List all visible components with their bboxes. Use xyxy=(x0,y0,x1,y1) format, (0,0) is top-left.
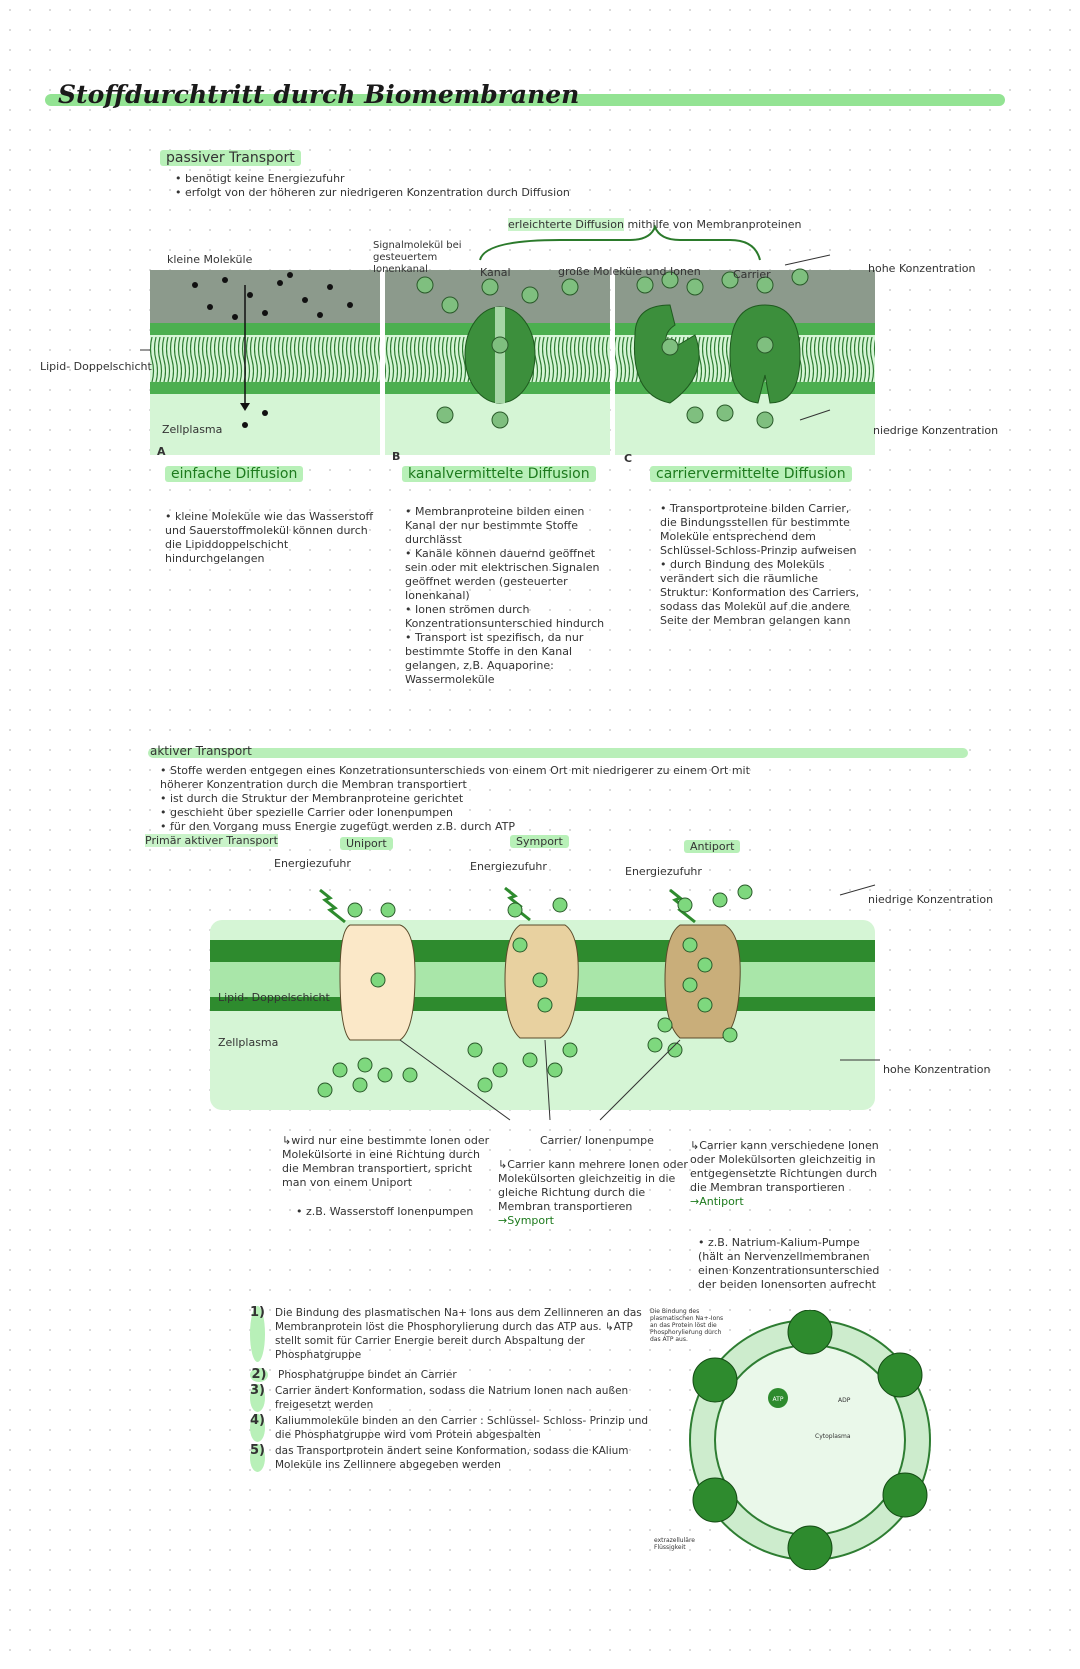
channel-protein xyxy=(465,307,535,403)
energy-arrow-1 xyxy=(320,890,345,922)
facilitated-heading: erleichterte Diffusion mithilfe von Membranproteinen xyxy=(508,218,802,231)
adp-label: ADP xyxy=(838,1397,851,1404)
label-c: C xyxy=(624,452,633,465)
passive-bullet-2: • erfolgt von der höheren zur niedrigeren Konzentration durch Diffusion xyxy=(175,186,570,199)
extra-label: extrazelluläre Flüssigkeit xyxy=(654,1537,695,1551)
primary-label: Primär aktiver Transport xyxy=(145,834,278,847)
symport-note xyxy=(498,1158,688,1228)
label-signalmolekuel: Signalmolekül bei gesteuertem Ionenkanal xyxy=(373,240,462,275)
energy-1: Energiezufuhr xyxy=(274,857,351,870)
active-bullet-2: • ist durch die Struktur der Membranproteine gerichtet xyxy=(160,792,464,805)
antiport-label: Antiport xyxy=(684,840,740,854)
note-b-2: • Kanäle können dauernd geöffnet sein oder mit elektrischen Signalen geöffnet werden (gesteuerter Ionenkanal) xyxy=(405,547,600,602)
label-grosse-molekuele: große Moleküle und Ionen xyxy=(558,265,701,278)
cyto-label: Cytoplasma xyxy=(815,1433,851,1440)
label-niedrige-konz: niedrige Konzentration xyxy=(873,424,999,437)
facilitated-brace xyxy=(480,227,760,260)
energy-2: Energiezufuhr xyxy=(470,860,547,873)
antiport-note xyxy=(690,1139,880,1209)
antiport-protein xyxy=(665,925,740,1038)
step-5: 5) das Transportprotein ändert seine Konformation, sodass die KAlium Moleküle ins Zellinnere abgegeben werden xyxy=(250,1443,629,1471)
panel-a-extra xyxy=(150,270,380,325)
passive-bullet-1: • benötigt keine Energiezufuhr xyxy=(175,172,345,185)
atp-label: ATP xyxy=(772,1396,784,1403)
caption-b: kanalvermittelte Diffusion xyxy=(402,466,596,482)
step-4: 4) Kaliummoleküle binden an den Carrier : Schlüssel- Schloss- Prinzip und die Phosphatgruppe wird vom Protein abgespalten xyxy=(250,1413,649,1441)
antiport-arrow: →Antiport xyxy=(690,1195,744,1208)
step-3: 3) Carrier ändert Konformation, sodass die Natrium Ionen nach außen freigesetzt werden xyxy=(250,1383,629,1411)
note-c xyxy=(660,502,860,628)
pump-ring-inner xyxy=(715,1345,905,1535)
active-lipid-label: Lipid- Doppelschicht xyxy=(218,991,330,1004)
passive-bullets xyxy=(175,172,570,200)
page-title: Stoffdurchtritt durch Biomembranen xyxy=(58,80,580,109)
note-b-3: • Ionen strömen durch Konzentrationsunterschied hindurch xyxy=(405,603,605,630)
active-heading: aktiver Transport xyxy=(150,744,252,758)
active-hohe-label: hohe Konzentration xyxy=(883,1063,991,1076)
hohe-pointer xyxy=(785,255,830,265)
label-a: A xyxy=(157,445,166,458)
active-highlight xyxy=(148,748,968,758)
note-b-1: • Membranproteine bilden einen Kanal der nur bestimmte Stoffe durchlässt xyxy=(405,505,585,546)
pump-example: • z.B. Natrium-Kalium-Pumpe (hält an Nervenzellmembranen einen Konzentrationsunterschied der beiden Ionensorten aufrecht xyxy=(698,1236,880,1291)
note-b-4: • Transport ist spezifisch, da nur bestimmte Stoffe in den Kanal gelangen, z.B. Aquaporine: Wassermoleküle xyxy=(405,631,584,686)
active-bullet-4: • für den Vorgang muss Energie zugefügt werden z.B. durch ATP xyxy=(160,820,515,833)
uniport-example: • z.B. Wasserstoff Ionenpumpen xyxy=(296,1205,474,1218)
note-c-1: • Transportproteine bilden Carrier, die Bindungsstellen für bestimmte Moleküle entsprechend dem Schlüssel-Schloss-Prinzip aufweisen xyxy=(660,502,857,557)
caption-a: einfache Diffusion xyxy=(165,466,303,482)
carrier-pump-label: Carrier/ Ionenpumpe xyxy=(540,1134,654,1147)
na-k-pump-cycle xyxy=(660,1310,980,1570)
note-b xyxy=(405,505,605,687)
uniport-label: Uniport xyxy=(340,837,393,851)
passive-heading: passiver Transport xyxy=(160,150,301,166)
label-zellplasma: Zellplasma xyxy=(162,423,223,436)
antiport-note-text: ↳Carrier kann verschiedene Ionen oder Molekülsorten gleichzeitig in entgegensetzte Richtungen durch die Membran transportieren xyxy=(690,1139,879,1194)
note-c-2: • durch Bindung des Moleküls verändert sich die räumliche Struktur: Konformation des Carriers, sodass das Molekül auf die andere Seite der Membran gelangen kann xyxy=(660,558,860,627)
active-niedrige-label: niedrige Konzentration xyxy=(868,893,994,906)
active-zellplasma-label: Zellplasma xyxy=(218,1036,279,1049)
caption-c: carriervermittelte Diffusion xyxy=(650,466,852,482)
label-b: B xyxy=(392,450,401,463)
energy-3: Energiezufuhr xyxy=(625,865,702,878)
step-2: 2) Phosphatgruppe bindet an Carrier xyxy=(251,1367,457,1382)
symport-note-text: ↳Carrier kann mehrere Ionen oder Molekülsorten gleichzeitig in die gleiche Richtung durch die Membran transportieren xyxy=(498,1158,688,1213)
active-bullet-1: • Stoffe werden entgegen eines Konzetrationsunterschieds von einem Ort mit niedrigerer zu einem Ort mit höherer Konzentration durch die Membran transportiert xyxy=(160,764,750,791)
label-hohe-konz: hohe Konzentration xyxy=(868,262,976,275)
label-kanal: Kanal xyxy=(480,266,511,279)
uniport-note: ↳wird nur eine bestimmte Ionen oder Molekülsorte in eine Richtung durch die Membran transportiert, spricht man von einem Uniport xyxy=(282,1134,490,1189)
membrane-a xyxy=(150,323,380,394)
pump-top-note: Die Bindung des plasmatischen Na+-Ions an das Protein löst die Phosphorylierung durch das ATP aus. xyxy=(650,1308,724,1343)
step-1: 1) Die Bindung des plasmatischen Na+ Ions aus dem Zellinneren an das Membranprotein löst die Phosphorylierung durch das ATP aus. ↳ATP stellt somit für Carrier Energie bereit durch Abspaltung der Phosphatgruppe xyxy=(250,1305,642,1361)
steps-list xyxy=(250,1306,650,1472)
symport-arrow: →Symport xyxy=(498,1214,554,1227)
label-kleine-molekuele: kleine Moleküle xyxy=(167,253,253,266)
symport-label: Symport xyxy=(510,835,569,849)
label-lipid: Lipid- Doppelschicht xyxy=(40,360,152,373)
label-carrier: Carrier xyxy=(733,268,771,281)
note-a: • kleine Moleküle wie das Wasserstoff und Sauerstoffmolekül können durch die Lipiddoppelschicht hindurchgelangen xyxy=(165,510,374,565)
active-diagram xyxy=(200,880,980,1150)
active-bullets xyxy=(160,764,780,834)
active-bullet-3: • geschieht über spezielle Carrier oder Ionenpumpen xyxy=(160,806,453,819)
